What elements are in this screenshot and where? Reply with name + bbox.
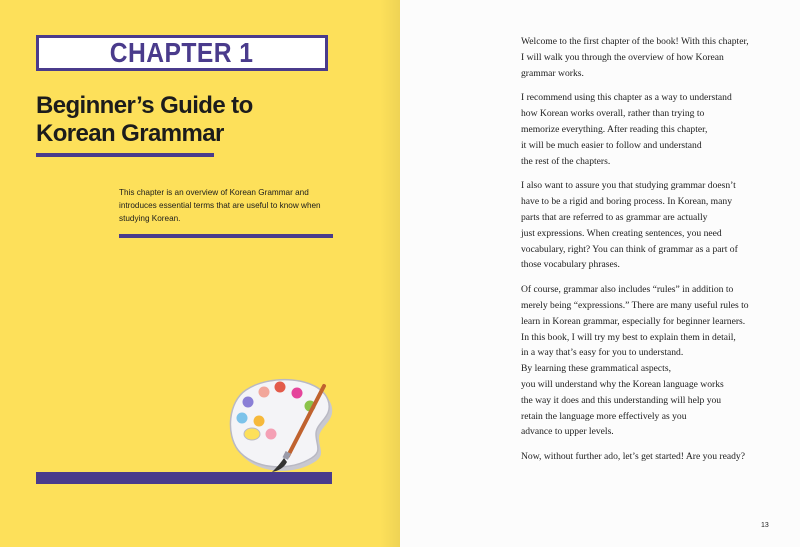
gutter-shadow (380, 0, 400, 547)
text-line: memorize everything. After reading this chapter, (521, 123, 708, 135)
text-line: vocabulary, right? You can think of grammar as a part of (521, 243, 738, 255)
paragraph (521, 282, 781, 440)
text-line: the way it does and this understanding will help you (521, 394, 722, 406)
text-line: grammar works. (521, 67, 584, 79)
chapter-title-line: Beginner’s Guide to (36, 92, 253, 119)
paragraph (521, 90, 781, 169)
text-line: learn in Korean grammar, especially for beginner learners. (521, 315, 746, 327)
chapter-intro (119, 186, 344, 225)
text-line: it will be much easier to follow and understand (521, 139, 702, 151)
right-page (400, 0, 800, 547)
text-line: retain the language more effectively as you (521, 410, 687, 422)
text-line: merely being “expressions.” There are many useful rules to (521, 299, 749, 311)
page-number: 13 (761, 522, 769, 529)
intro-line: introduces essential terms that are useful to know when (119, 201, 321, 210)
paragraph (521, 34, 781, 81)
text-line: Of course, grammar also includes “rules” in addition to (521, 284, 734, 296)
body-text (521, 34, 781, 474)
text-line: just expressions. When creating sentences, you need (521, 227, 722, 239)
text-line: By learning these grammatical aspects, (521, 363, 671, 375)
intro-line: This chapter is an overview of Korean Grammar and (119, 188, 309, 197)
chapter-title-line: Korean Grammar (36, 120, 224, 147)
text-line: the rest of the chapters. (521, 155, 611, 167)
chapter-label: CHAPTER 1 (110, 37, 254, 68)
text-line: In this book, I will try my best to explain them in detail, (521, 331, 736, 343)
paragraph (521, 178, 781, 273)
chapter-title (36, 92, 366, 148)
text-line: you will understand why the Korean language works (521, 378, 724, 390)
paragraph (521, 449, 781, 465)
text-line: I also want to assure you that studying grammar doesn’t (521, 180, 736, 192)
text-line: I recommend using this chapter as a way to understand (521, 92, 732, 104)
text-line: in a way that’s easy for you to understand. (521, 347, 684, 359)
bottom-bar (36, 472, 332, 484)
intro-line: studying Korean. (119, 214, 181, 223)
text-line: I will walk you through the overview of how Korean (521, 51, 724, 63)
paint-palette-icon (224, 372, 344, 477)
text-line: how Korean works overall, rather than trying to (521, 108, 705, 120)
text-line: advance to upper levels. (521, 426, 614, 438)
text-line: Welcome to the first chapter of the book! With this chapter, (521, 36, 749, 47)
chapter-box (36, 35, 328, 71)
text-line: parts that are referred to as grammar are actually (521, 211, 708, 223)
title-underline (36, 153, 214, 157)
text-line: those vocabulary phrases. (521, 259, 620, 271)
text-line: have to be a rigid and boring process. In Korean, many (521, 196, 732, 208)
text-line: Now, without further ado, let’s get started! Are you ready? (521, 451, 745, 463)
intro-underline (119, 234, 333, 238)
